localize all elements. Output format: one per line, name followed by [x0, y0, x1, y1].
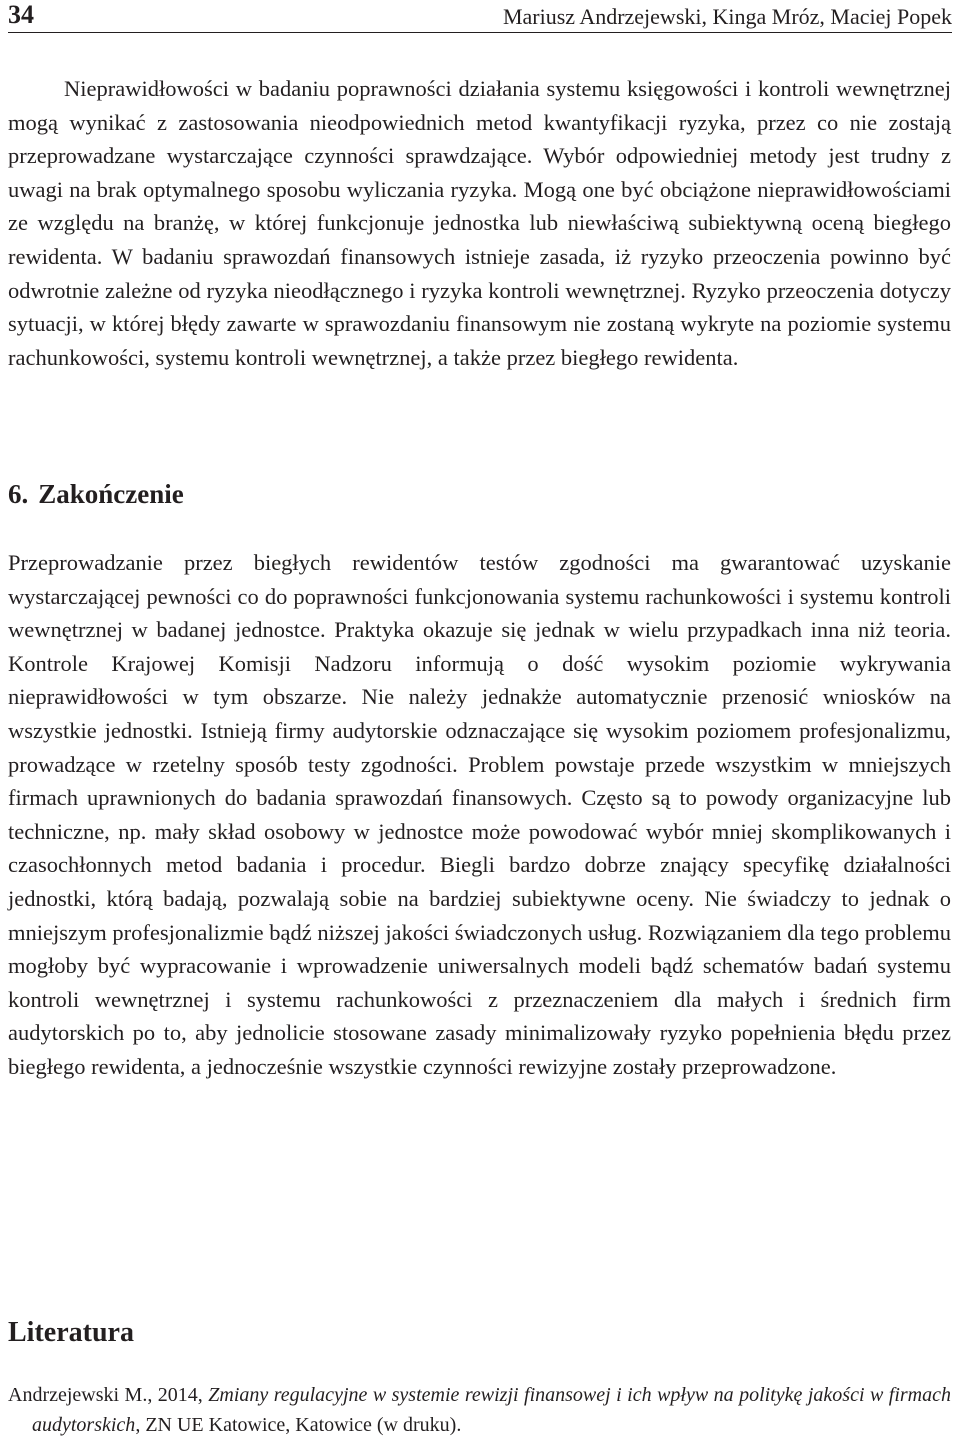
reference-publisher: , ZN UE Katowice, Katowice (w druku).	[135, 1414, 462, 1436]
reference-entry	[8, 1380, 951, 1440]
paragraph-conclusion: Przeprowadzanie przez biegłych rewidentów testów zgodności ma gwarantować uzyskanie wystarczającej pewności co do poprawności funkcjonowania systemu rachunkowości i systemu kontroli wewnętrznej w badanej jednostce. Praktyka okazuje się jednak w wielu przypadkach inna niż teoria. Kontrole Krajowej Komisji Nadzoru informują o dość wysokim poziomie wykrywania nieprawidłowości w tym obszarze. Nie należy jednakże automatycznie przenosić wniosków na wszystkie jednostki. Istnieją firmy audytorskie odznaczające się wysokim poziomem profesjonalizmu, prowadzące w rzetelny sposób testy zgodności. Problem powstaje przede wszystkim w mniejszych firmach uprawnionych do badania sprawozdań finansowych. Często są to powody organizacyjne lub techniczne, np. mały skład osobowy w jednostce może powodować wybór mniej skomplikowanych i czasochłonnych metod badania i procedur. Biegli bardzo dobrze znający specyfikę działalności jednostki, którą badają, pozwalają sobie na bardziej subiektywne oceny. Nie świadczy to jednak o mniejszym profesjonalizmie bądź niższej jakości świadczonych usług. Rozwiązaniem dla tego problemu mogłoby być wypracowanie i wprowadzenie uniwersalnych modeli bądź schematów badań systemu kontroli wewnętrznej i systemu rachunkowości z przeznaczeniem dla małych i średnich firm audytorskich po to, aby jednolicie stosowane zasady minimalizowały ryzyko popełnienia błędu przez biegłego rewidenta, a jednocześnie wszystkie czynności rewizyjne zostały przeprowadzone.	[8, 550, 951, 1079]
section-heading-conclusion	[8, 474, 184, 514]
running-header	[8, 0, 952, 33]
reference-title: Zmiany regulacyjne w systemie rewizji finansowej i ich wpływ na politykę jakości w firmach audytorskich	[32, 1384, 952, 1436]
paragraph-risk-quantification: Nieprawidłowości w badaniu poprawności działania systemu księgowości i kontroli wewnętrznej mogą wynikać z zastosowania nieodpowiednich metod kwantyfikacji ryzyka, przez co nie zostają przeprowadzane wystarczające czynności sprawdzające. Wybór odpowiedniej metody jest trudny z uwagi na brak optymalnego sposobu wyliczania ryzyka. Mogą one być obciążone nieprawidłowościami ze względu na branżę, w której funkcjonuje jednostka lub niewłaściwą subiektywną oceną biegłego rewidenta. W badaniu sprawozdań finansowych istnieje zasada, iż ryzyko przeoczenia powinno być odwrotnie zależne od ryzyka nieodłącznego i ryzyka kontroli wewnętrznej. Ryzyko przeoczenia dotyczy sytuacji, w której błędy zawarte w sprawozdaniu finansowym nie zostaną wykryte na poziomie systemu rachunkowości, systemu kontroli wewnętrznej, a także przez biegłego rewidenta.	[8, 76, 951, 370]
section-number: 6.	[8, 479, 29, 509]
reference-authors-year: Andrzejewski M., 2014,	[8, 1384, 209, 1406]
page-number: 34	[8, 0, 34, 29]
section-title: Zakończenie	[38, 479, 184, 509]
running-head-authors: Mariusz Andrzejewski, Kinga Mróz, Maciej Popek	[502, 4, 952, 29]
literature-heading: Literatura	[8, 1317, 134, 1348]
